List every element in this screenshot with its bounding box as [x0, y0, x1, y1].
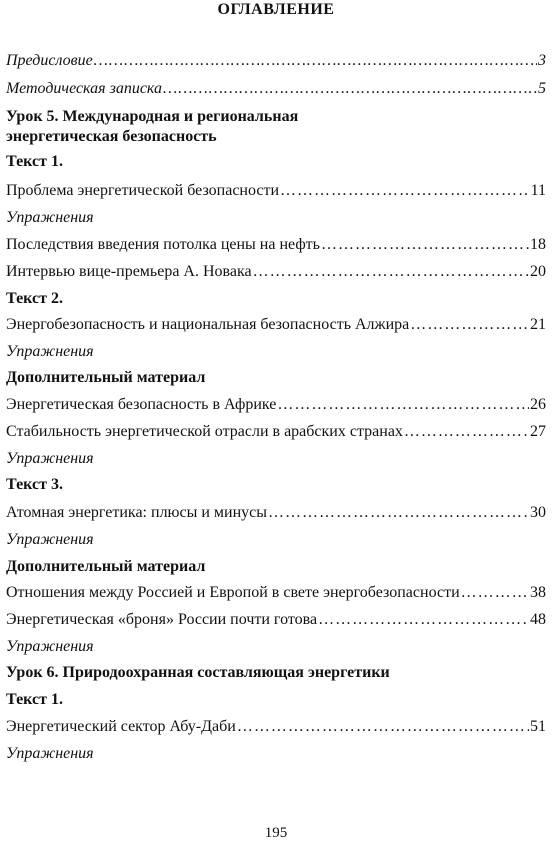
dot-leader [94, 50, 537, 72]
toc-entry-label: Стабильность энергетической отрасли в арабских странах [6, 423, 403, 440]
section-heading: Дополнительный материал [6, 558, 206, 575]
toc-entry [6, 78, 546, 100]
toc-entry-label: Энергетическая «броня» России почти готова [6, 611, 318, 628]
toc-entry [6, 261, 546, 283]
dot-leader [163, 78, 537, 100]
toc-entry-page: 5 [538, 80, 546, 97]
toc-entry-page: 20 [530, 263, 546, 280]
toc-entry-label: Энергетический сектор Абу-Даби [6, 718, 236, 735]
exercises-label: Упражнения [6, 209, 94, 226]
toc-entry [6, 716, 546, 738]
section-heading: Урок 6. Природоохранная составляющая энергетики [6, 664, 390, 681]
toc-entry-page: 3 [538, 52, 546, 69]
toc-entry-label: Атомная энергетика: плюсы и минусы [6, 504, 268, 521]
toc-entry [6, 394, 546, 416]
toc-entry [6, 502, 546, 524]
toc-entry [6, 234, 546, 256]
toc-entry [6, 609, 546, 631]
toc-entry-page: 51 [530, 718, 546, 735]
exercises-label: Упражнения [6, 343, 94, 360]
section-heading: Текст 1. [6, 691, 63, 708]
toc-entry-page: 26 [530, 396, 546, 413]
dot-leader [268, 502, 529, 524]
page-title: ОГЛАВЛЕНИЕ [217, 1, 335, 18]
toc-entry-page: 11 [530, 182, 546, 199]
dot-leader [461, 582, 529, 604]
toc-entry-page: 21 [530, 316, 546, 333]
toc-entry-label: Методическая записка [6, 80, 163, 97]
dot-leader [277, 394, 529, 416]
toc-entry-label: Проблема энергетической безопасности [6, 182, 280, 199]
toc-entry-page: 27 [530, 423, 546, 440]
page-number: 195 [264, 825, 288, 841]
dot-leader [318, 609, 529, 631]
dot-leader [253, 261, 529, 283]
section-heading: Дополнительный материал [6, 369, 206, 386]
section-heading: Урок 5. Международная и региональная [6, 108, 299, 125]
dot-leader [237, 716, 529, 738]
section-heading: Текст 3. [6, 476, 63, 493]
exercises-label: Упражнения [6, 745, 94, 762]
section-heading: Текст 2. [6, 290, 63, 307]
toc-entry [6, 421, 546, 443]
toc-entry-label: Интервью вице-премьера А. Новака [6, 263, 252, 280]
toc-entry-label: Предисловие [6, 52, 93, 69]
exercises-label: Упражнения [6, 638, 94, 655]
toc-entry-page: 30 [530, 504, 546, 521]
dot-leader [321, 234, 529, 256]
toc-entry [6, 180, 546, 202]
toc-entry-page: 18 [530, 236, 546, 253]
dot-leader [280, 180, 530, 202]
toc-entry-label: Последствия введения потолка цены на нефть [6, 236, 320, 253]
toc-entry-page: 48 [530, 611, 546, 628]
toc-entry [6, 582, 546, 604]
toc-entry-page: 38 [530, 584, 546, 601]
section-heading: Текст 1. [6, 153, 63, 170]
toc-entry [6, 314, 546, 336]
toc-entry-label: Отношения между Россией и Европой в свете энергобезопасности [6, 584, 460, 601]
dot-leader [404, 421, 529, 443]
table-of-contents [6, 50, 546, 770]
exercises-label: Упражнения [6, 450, 94, 467]
dot-leader [410, 314, 529, 336]
section-heading: энергетическая безопасность [6, 128, 217, 145]
toc-entry [6, 50, 546, 72]
toc-entry-label: Энергетическая безопасность в Африке [6, 396, 277, 413]
exercises-label: Упражнения [6, 531, 94, 548]
toc-entry-label: Энергобезопасность и национальная безопасность Алжира [6, 316, 410, 333]
